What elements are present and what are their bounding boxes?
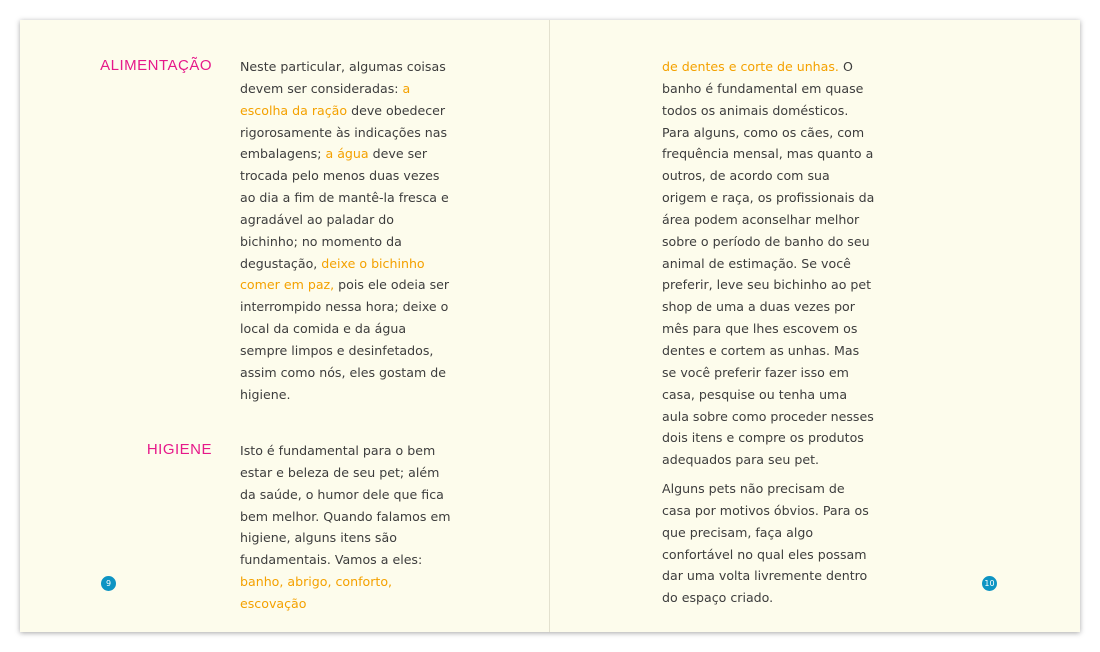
right-page-body <box>662 56 877 609</box>
page-gutter <box>549 20 550 632</box>
heading-alimentacao: ALIMENTAÇÃO <box>100 57 212 74</box>
highlighted-text: banho, abrigo, conforto, escovação <box>240 574 393 611</box>
highlighted-text: de dentes e corte de unhas. <box>662 59 839 74</box>
section-higiene-body <box>240 440 455 615</box>
right-paragraph-1 <box>662 56 877 471</box>
text-run: Neste particular, algumas coisas devem ser consideradas: <box>240 59 446 96</box>
text-run: pois ele odeia ser interrompido nessa hora; deixe o local da comida e da água sempre limpos e desinfetados, assim como nós, eles gostam de higiene. <box>240 277 450 402</box>
highlighted-text: a escolha da ração <box>240 80 411 118</box>
text-run: Isto é fundamental para o bem estar e beleza de seu pet; além da saúde, o humor dele que fica bem melhor. Quando falamos em higiene, alguns itens são fundamentais. Vamos a eles: <box>240 443 451 568</box>
text-run: O banho é fundamental em quase todos os animais domésticos. Para alguns, como os cães, com frequência mensal, mas quanto a outros, de acordo com sua origem e raça, os profissionais da área podem aconselhar melhor sobre o período de banho do seu animal de estimação. Se você preferir, leve seu bichinho ao pet shop de uma a duas vezes por mês para que lhes escovem os dentes e cortem as unhas. Mas se você preferir fazer isso em casa, pesquise ou tenha uma aula sobre como proceder nesses dois itens e compre os produtos adequados para seu pet. <box>662 59 875 468</box>
book-spread <box>20 20 1080 632</box>
heading-higiene: HIGIENE <box>146 441 212 458</box>
section-paragraph <box>240 56 455 406</box>
page-number-right: 10 <box>982 576 997 591</box>
page-number-left: 9 <box>101 576 116 591</box>
right-paragraph-2 <box>662 478 877 609</box>
section-alimentacao-body <box>240 56 455 406</box>
text-run: Alguns pets não precisam de casa por motivos óbvios. Para os que precisam, faça algo confortável no qual eles possam dar uma volta livremente dentro do espaço criado. <box>662 481 869 606</box>
highlighted-text: a água <box>325 146 369 162</box>
text-run: deve obedecer rigorosamente às indicações nas embalagens; <box>240 102 448 162</box>
highlighted-text: deixe o bichinho comer em paz, <box>240 255 425 293</box>
text-run: deve ser trocada pelo menos duas vezes ao dia a fim de mantê-la fresca e agradável ao paladar do bichinho; no momento da degustação, <box>240 146 449 271</box>
section-paragraph <box>240 440 455 615</box>
